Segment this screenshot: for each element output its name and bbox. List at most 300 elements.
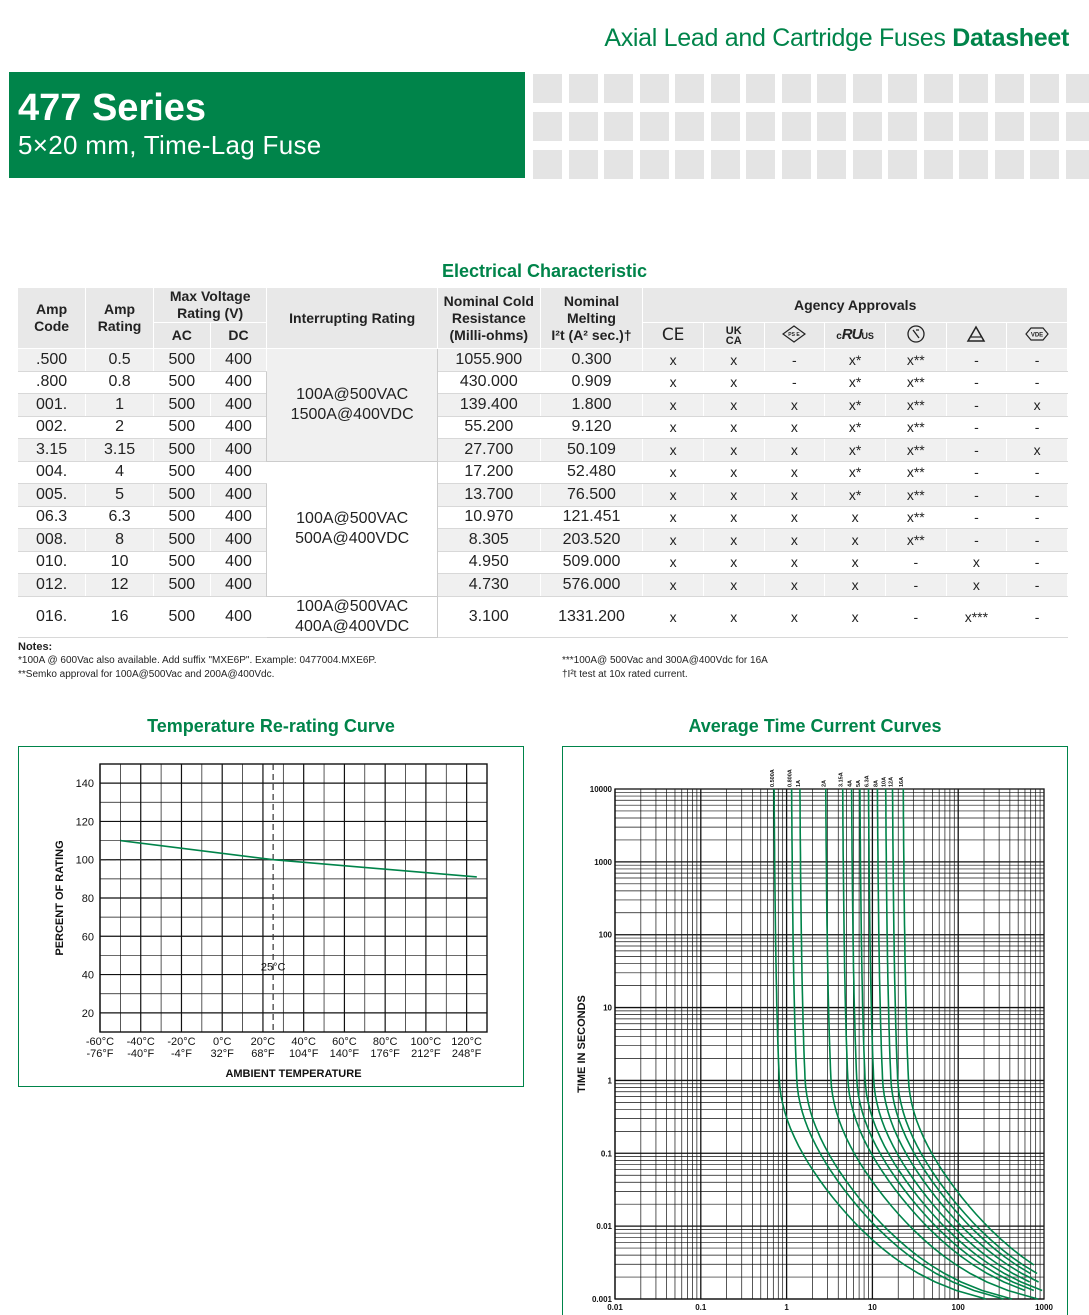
decorative-square xyxy=(569,112,598,141)
table-cell: 400 xyxy=(210,394,267,417)
table-cell: 3.100 xyxy=(437,596,540,637)
table-cell: 012. xyxy=(18,574,86,597)
table-cell: 008. xyxy=(18,529,86,552)
table-cell: x xyxy=(764,439,825,462)
decorative-square xyxy=(746,150,775,179)
series-label: 5A xyxy=(855,779,862,787)
table-cell: - xyxy=(946,506,1007,529)
tcc-chart xyxy=(563,747,1067,1315)
table-cell: x xyxy=(825,529,886,552)
table-cell: 8.305 xyxy=(437,529,540,552)
table-cell: 509.000 xyxy=(540,551,643,574)
table-cell: 500 xyxy=(153,349,210,372)
table-row xyxy=(18,371,1068,394)
table-cell: 400 xyxy=(210,461,267,484)
series-label: 0.800A xyxy=(787,769,794,787)
decorative-square xyxy=(853,74,882,103)
decorative-square xyxy=(817,112,846,141)
table-cell: 500 xyxy=(153,574,210,597)
tcc-chart-box xyxy=(562,746,1068,1315)
table-cell: x** xyxy=(885,529,946,552)
table-cell: 9.120 xyxy=(540,416,643,439)
y-tick-label: 140 xyxy=(75,778,94,791)
x-tick-label: -40°C xyxy=(126,1036,155,1048)
y-tick-label: 100 xyxy=(75,854,94,867)
table-cell: x** xyxy=(885,349,946,372)
cul-us-mark-icon: cRUUS xyxy=(825,323,886,349)
decorative-square xyxy=(782,150,811,179)
table-cell: x xyxy=(643,551,704,574)
interrupting-line: 500A@400VDC xyxy=(295,529,410,547)
table-cell: 139.400 xyxy=(437,394,540,417)
table-cell: 0.5 xyxy=(86,349,154,372)
table-cell: - xyxy=(1007,574,1068,597)
table-cell: x xyxy=(703,439,764,462)
decorative-square xyxy=(888,112,917,141)
table-cell: 55.200 xyxy=(437,416,540,439)
table-cell: - xyxy=(885,596,946,637)
y-tick-label: 20 xyxy=(81,1007,94,1020)
electrical-characteristic-table xyxy=(18,288,1068,638)
table-cell: x xyxy=(1007,439,1068,462)
table-cell: x xyxy=(825,574,886,597)
series-label: 2A xyxy=(821,779,828,787)
decorative-square xyxy=(746,74,775,103)
svg-text:PS E: PS E xyxy=(788,331,801,338)
col-dc: DC xyxy=(210,323,267,349)
tcc-curve-16A xyxy=(903,789,1034,1265)
table-cell: - xyxy=(885,551,946,574)
decorative-square xyxy=(569,74,598,103)
series-label: 8A xyxy=(873,779,880,787)
table-cell: x xyxy=(643,439,704,462)
table-cell: 4 xyxy=(86,461,154,484)
table-row xyxy=(18,551,1068,574)
table-cell: x xyxy=(643,416,704,439)
table-cell: 500 xyxy=(153,394,210,417)
decorative-square xyxy=(711,74,740,103)
table-cell: x xyxy=(703,416,764,439)
table-cell: x xyxy=(703,349,764,372)
series-label: 6.3A xyxy=(864,775,871,787)
table-row xyxy=(18,484,1068,507)
ukca-mark-icon: UK CA xyxy=(703,323,764,349)
table-cell: 10 xyxy=(86,551,154,574)
table-row xyxy=(18,529,1068,552)
x-tick-label: 20°C xyxy=(250,1036,276,1048)
notes-heading: Notes: xyxy=(18,641,53,653)
table-cell: 576.000 xyxy=(540,574,643,597)
table-cell: 500 xyxy=(153,551,210,574)
interrupting-rating-cell xyxy=(267,596,438,637)
decorative-square xyxy=(959,112,988,141)
table-cell: 52.480 xyxy=(540,461,643,484)
table-cell: - xyxy=(946,439,1007,462)
x-tick-label: 80°C xyxy=(372,1036,398,1048)
decorative-square xyxy=(604,74,633,103)
table-cell: 004. xyxy=(18,461,86,484)
table-cell: x xyxy=(764,596,825,637)
table-cell: - xyxy=(946,349,1007,372)
decorative-square xyxy=(817,150,846,179)
table-cell: 001. xyxy=(18,394,86,417)
x-tick-label: 1000 xyxy=(1035,1303,1053,1312)
table-row xyxy=(18,394,1068,417)
table-cell: 1331.200 xyxy=(540,596,643,637)
decorative-square xyxy=(924,74,953,103)
x-tick-label-f: 32°F xyxy=(210,1048,234,1060)
ce-mark-icon: CE xyxy=(643,323,704,349)
table-cell: x xyxy=(643,484,704,507)
decorative-square xyxy=(782,74,811,103)
decorative-square xyxy=(640,112,669,141)
table-cell: x xyxy=(764,461,825,484)
decorative-square xyxy=(817,74,846,103)
table-cell: 400 xyxy=(210,484,267,507)
decorative-square xyxy=(711,150,740,179)
table-cell: 500 xyxy=(153,371,210,394)
col-amp-code: Amp Code xyxy=(18,288,86,349)
col-interrupting-rating: Interrupting Rating xyxy=(267,288,438,349)
table-cell: x** xyxy=(885,394,946,417)
x-tick-label: 1 xyxy=(784,1303,789,1312)
interrupting-line: 100A@500VAC xyxy=(296,385,409,403)
x-axis-label: AMBIENT TEMPERATURE xyxy=(225,1068,362,1080)
note-item: ***100A@ 500Vac and 300A@400Vdc for 16A xyxy=(562,655,768,666)
table-cell: 6.3 xyxy=(86,506,154,529)
series-label: 1A xyxy=(795,779,802,787)
table-cell: x xyxy=(643,371,704,394)
table-cell: 4.950 xyxy=(437,551,540,574)
table-cell: x*** xyxy=(946,596,1007,637)
x-tick-label: 10 xyxy=(867,1303,877,1312)
table-cell: x xyxy=(825,596,886,637)
table-cell: 1 xyxy=(86,394,154,417)
col-max-voltage: Max Voltage Rating (V) xyxy=(153,288,266,323)
table-cell: x** xyxy=(885,506,946,529)
x-tick-label: 60°C xyxy=(332,1036,357,1048)
table-cell: x xyxy=(764,506,825,529)
series-label: 12A xyxy=(888,776,895,787)
table-cell: 500 xyxy=(153,506,210,529)
x-tick-label: 0°C xyxy=(212,1036,232,1048)
decorative-square xyxy=(1030,74,1059,103)
table-cell: 400 xyxy=(210,551,267,574)
table-cell: x xyxy=(946,574,1007,597)
table-row xyxy=(18,349,1068,372)
table-cell: x xyxy=(703,461,764,484)
table-cell: 016. xyxy=(18,596,86,637)
table-cell: x xyxy=(825,506,886,529)
y-tick-label: 1 xyxy=(607,1076,612,1086)
y-tick-label: 1000 xyxy=(594,857,612,867)
series-label: 16A xyxy=(899,776,906,787)
decorative-square xyxy=(675,112,704,141)
table-cell: x* xyxy=(825,394,886,417)
table-cell: 400 xyxy=(210,529,267,552)
table-row xyxy=(18,416,1068,439)
table-cell: 121.451 xyxy=(540,506,643,529)
table-cell: x xyxy=(703,596,764,637)
table-cell: x xyxy=(643,394,704,417)
note-item: **Semko approval for 100A@500Vac and 200A@400Vdc. xyxy=(18,669,275,680)
table-cell: 8 xyxy=(86,529,154,552)
decorative-square xyxy=(640,74,669,103)
x-tick-label-f: 104°F xyxy=(288,1048,319,1060)
table-cell: 400 xyxy=(210,371,267,394)
table-cell: 500 xyxy=(153,461,210,484)
table-cell: 10.970 xyxy=(437,506,540,529)
header-suffix: Datasheet xyxy=(952,24,1069,52)
decorative-square xyxy=(959,74,988,103)
table-cell: 400 xyxy=(210,439,267,462)
decorative-square xyxy=(924,150,953,179)
x-tick-label: 100 xyxy=(951,1303,965,1312)
decorative-square xyxy=(853,112,882,141)
table-cell: - xyxy=(1007,551,1068,574)
col-melting: Nominal Melting I²t (A² sec.)† xyxy=(540,288,643,349)
decorative-square xyxy=(888,74,917,103)
table-cell: - xyxy=(1007,416,1068,439)
decorative-square xyxy=(888,150,917,179)
table-cell: 203.520 xyxy=(540,529,643,552)
table-cell: 76.500 xyxy=(540,484,643,507)
table-cell: 12 xyxy=(86,574,154,597)
y-tick-label: 0.1 xyxy=(600,1149,612,1159)
y-tick-label: 10000 xyxy=(589,785,612,794)
decorative-square xyxy=(604,150,633,179)
x-tick-label-f: 248°F xyxy=(451,1048,482,1060)
svg-text:VDE: VDE xyxy=(1030,332,1044,338)
table-cell: 50.109 xyxy=(540,439,643,462)
table-cell: - xyxy=(1007,484,1068,507)
interrupting-line: 100A@500VAC xyxy=(296,597,409,615)
table-row xyxy=(18,574,1068,597)
x-tick-label: 120°C xyxy=(451,1036,482,1048)
table-cell: x xyxy=(764,574,825,597)
x-tick-label-f: 140°F xyxy=(329,1048,360,1060)
temp-chart xyxy=(19,747,523,1086)
table-cell: 5 xyxy=(86,484,154,507)
table-cell: x** xyxy=(885,371,946,394)
decorative-square xyxy=(569,150,598,179)
table-cell: 06.3 xyxy=(18,506,86,529)
col-amp-rating: Amp Rating xyxy=(86,288,154,349)
decorative-square xyxy=(959,150,988,179)
y-tick-label: 80 xyxy=(81,893,94,905)
table-cell: 13.700 xyxy=(437,484,540,507)
table-cell: 17.200 xyxy=(437,461,540,484)
x-tick-label: 0.01 xyxy=(607,1303,623,1312)
decorative-square xyxy=(995,150,1024,179)
table-cell: - xyxy=(764,349,825,372)
table-cell: x** xyxy=(885,439,946,462)
vde-mark-icon xyxy=(1007,323,1068,349)
decorative-square xyxy=(1030,150,1059,179)
reference-label: 25°C xyxy=(260,961,286,974)
table-cell: 0.909 xyxy=(540,371,643,394)
y-tick-label: 0.01 xyxy=(596,1222,612,1232)
series-label: 0.500A xyxy=(769,769,776,787)
table-cell: - xyxy=(1007,349,1068,372)
interrupting-rating-cell xyxy=(267,461,438,596)
table-cell: x xyxy=(764,394,825,417)
table-cell: - xyxy=(946,371,1007,394)
decorative-square xyxy=(853,150,882,179)
decorative-square xyxy=(1030,112,1059,141)
note-item: *100A @ 600Vac also available. Add suffix "MXE6P". Example: 0477004.MXE6P. xyxy=(18,655,377,666)
x-tick-label-f: 68°F xyxy=(251,1048,275,1060)
table-cell: 1055.900 xyxy=(437,349,540,372)
col-ac: AC xyxy=(153,323,210,349)
table-title: Electrical Characteristic xyxy=(441,261,648,281)
y-tick-label: 40 xyxy=(81,969,94,982)
pse-mark-icon xyxy=(764,323,825,349)
interrupting-line: 1500A@400VDC xyxy=(290,405,414,423)
table-cell: 2 xyxy=(86,416,154,439)
table-cell: 4.730 xyxy=(437,574,540,597)
series-label: 3.15A xyxy=(838,772,845,787)
y-axis-label: TIME IN SECONDS xyxy=(576,995,588,1093)
table-cell: x xyxy=(703,551,764,574)
table-cell: 400 xyxy=(210,574,267,597)
table-cell: 010. xyxy=(18,551,86,574)
decorative-square xyxy=(640,150,669,179)
table-cell: .800 xyxy=(18,371,86,394)
col-agency-approvals: Agency Approvals xyxy=(643,288,1068,323)
rerating-curve xyxy=(120,841,476,877)
decorative-square xyxy=(1066,74,1089,103)
table-cell: .500 xyxy=(18,349,86,372)
table-cell: x* xyxy=(825,371,886,394)
series-title: 477 Series xyxy=(18,87,207,129)
table-cell: 400 xyxy=(210,506,267,529)
x-tick-label: 100°C xyxy=(410,1036,442,1048)
decorative-square xyxy=(533,112,562,141)
table-cell: - xyxy=(946,416,1007,439)
table-cell: x xyxy=(643,529,704,552)
interrupting-line: 400A@400VDC xyxy=(295,617,410,635)
table-cell: x xyxy=(703,529,764,552)
table-cell: x xyxy=(946,551,1007,574)
table-cell: x xyxy=(764,416,825,439)
x-tick-label: -20°C xyxy=(167,1036,196,1048)
table-cell: 500 xyxy=(153,529,210,552)
table-cell: - xyxy=(1007,529,1068,552)
x-tick-label: 0.1 xyxy=(695,1303,707,1312)
table-cell: 0.300 xyxy=(540,349,643,372)
table-cell: 3.15 xyxy=(18,439,86,462)
table-cell: x** xyxy=(885,416,946,439)
decorative-square xyxy=(782,112,811,141)
decorative-square xyxy=(533,74,562,103)
table-row xyxy=(18,439,1068,462)
x-tick-label-f: -4°F xyxy=(171,1048,192,1060)
x-tick-label-f: 212°F xyxy=(411,1048,441,1060)
table-cell: x xyxy=(764,551,825,574)
table-cell: 400 xyxy=(210,349,267,372)
table-cell: x xyxy=(643,349,704,372)
y-tick-label: 60 xyxy=(81,931,94,944)
interrupting-line: 100A@500VAC xyxy=(296,509,409,527)
temp-chart-title: Temperature Re-rating Curve xyxy=(147,716,395,736)
table-cell: - xyxy=(1007,506,1068,529)
table-cell: 430.000 xyxy=(437,371,540,394)
decorative-square xyxy=(604,112,633,141)
decorative-square xyxy=(1066,112,1089,141)
table-cell: 3.15 xyxy=(86,439,154,462)
x-tick-label: 40°C xyxy=(291,1036,316,1048)
table-cell: 27.700 xyxy=(437,439,540,462)
document-header xyxy=(604,24,1069,53)
table-cell: x xyxy=(643,461,704,484)
table-cell: x xyxy=(643,596,704,637)
table-cell: x** xyxy=(885,461,946,484)
table-cell: x* xyxy=(825,439,886,462)
table-cell: - xyxy=(885,574,946,597)
table-cell: - xyxy=(946,394,1007,417)
decorative-square xyxy=(675,74,704,103)
decorative-square xyxy=(746,112,775,141)
table-cell: x* xyxy=(825,349,886,372)
table-cell: x* xyxy=(825,416,886,439)
table-cell: 500 xyxy=(153,416,210,439)
x-tick-label-f: 176°F xyxy=(370,1048,400,1060)
notes-left xyxy=(18,640,377,682)
table-cell: 400 xyxy=(210,596,267,637)
decorative-square-grid xyxy=(533,72,1089,178)
table-cell: x xyxy=(764,529,825,552)
table-cell: x xyxy=(643,506,704,529)
table-cell: x* xyxy=(825,461,886,484)
col-resistance: Nominal Cold Resistance (Milli-ohms) xyxy=(437,288,540,349)
header-prefix: Axial Lead and Cartridge Fuses xyxy=(604,24,946,52)
notes-right xyxy=(562,654,768,682)
table-cell: 400 xyxy=(210,416,267,439)
decorative-square xyxy=(995,112,1024,141)
y-tick-label: 0.001 xyxy=(591,1295,612,1304)
y-axis-label: PERCENT OF RATING xyxy=(54,840,66,956)
decorative-square xyxy=(1066,150,1089,179)
table-cell: 002. xyxy=(18,416,86,439)
table-cell: x* xyxy=(825,484,886,507)
x-tick-label-f: -40°F xyxy=(127,1048,155,1060)
table-cell: 1.800 xyxy=(540,394,643,417)
y-tick-label: 100 xyxy=(598,930,612,940)
interrupting-rating-cell xyxy=(267,349,438,462)
table-cell: - xyxy=(946,529,1007,552)
series-label: 4A xyxy=(847,779,854,787)
table-cell: - xyxy=(946,484,1007,507)
y-tick-label: 10 xyxy=(603,1003,612,1013)
table-cell: x xyxy=(1007,394,1068,417)
table-cell: x xyxy=(703,371,764,394)
table-cell: - xyxy=(1007,461,1068,484)
table-cell: 16 xyxy=(86,596,154,637)
table-cell: - xyxy=(764,371,825,394)
table-cell: x xyxy=(703,484,764,507)
decorative-square xyxy=(995,74,1024,103)
table-cell: 005. xyxy=(18,484,86,507)
series-subtitle: 5×20 mm, Time-Lag Fuse xyxy=(18,130,322,160)
temp-chart-box xyxy=(18,746,524,1087)
table-cell: 0.8 xyxy=(86,371,154,394)
semko-mark-icon xyxy=(885,323,946,349)
temp-grid xyxy=(100,764,487,1032)
table-cell: 500 xyxy=(153,439,210,462)
table-row xyxy=(18,506,1068,529)
series-banner xyxy=(9,72,525,178)
